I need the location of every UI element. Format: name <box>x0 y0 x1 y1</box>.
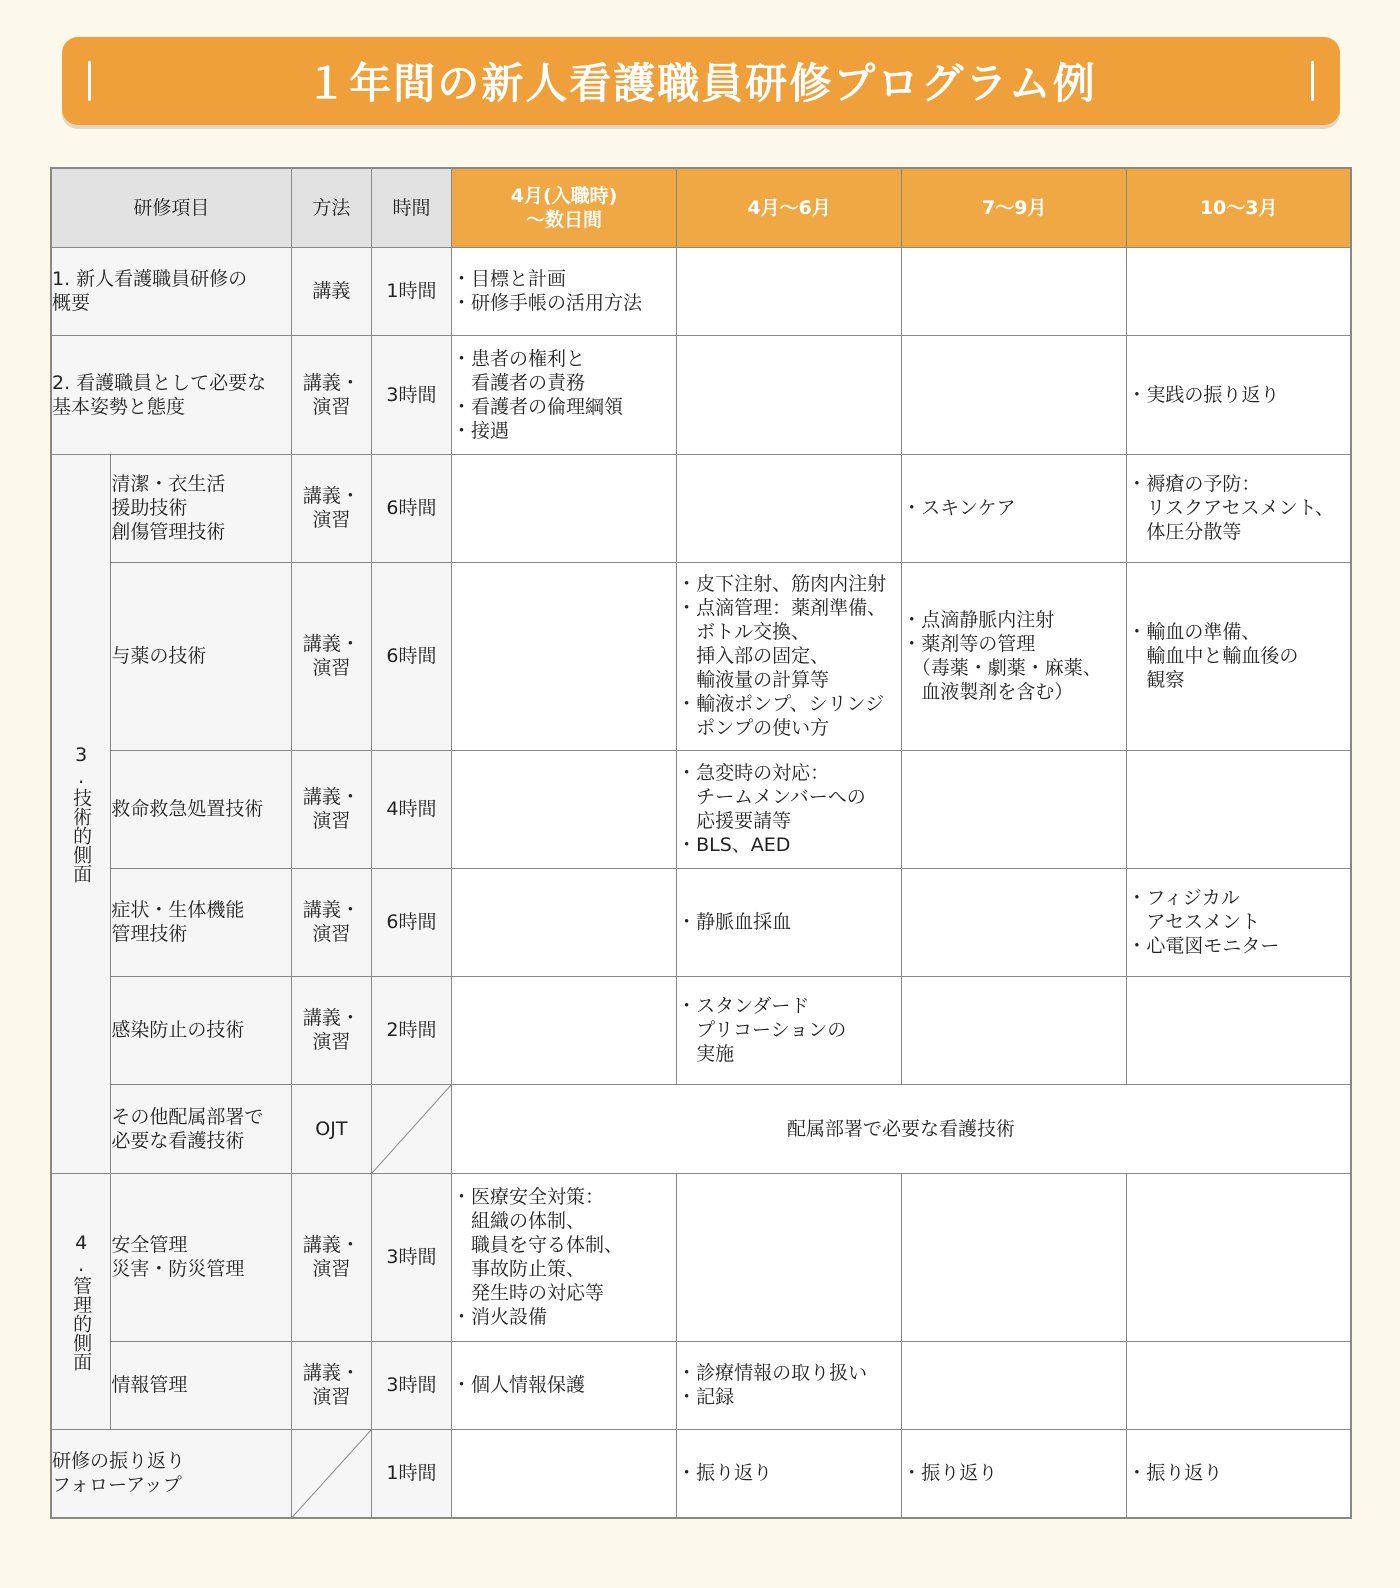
item-text <box>111 644 291 668</box>
method-text-line: 講義 <box>312 280 351 302</box>
period-2-text <box>677 572 901 740</box>
period-4-cell <box>1127 1173 1351 1341</box>
period-2-text <box>677 994 901 1066</box>
period-4-text-line: 観察 <box>1127 669 1185 691</box>
period-3-text-line: ・振り返り <box>902 1462 998 1485</box>
method-cell-empty <box>291 1429 371 1518</box>
period-2-cell <box>677 1341 902 1429</box>
item-text-line: 与薬の技術 <box>111 645 207 667</box>
diagonal-slash <box>372 1085 451 1173</box>
category-management <box>51 1173 111 1429</box>
item-cell <box>111 750 292 868</box>
table-row <box>51 1341 1351 1429</box>
period-3-cell <box>902 1173 1127 1341</box>
item-cell <box>51 1429 291 1518</box>
header-period-2: 4月～6月 <box>677 168 902 247</box>
header-period-1-line2: ～数日間 <box>526 208 603 231</box>
method-text-line: 講義・ <box>302 371 360 394</box>
period-2-text-line: チームメンバーへの <box>677 786 866 808</box>
diagonal-line <box>372 1085 451 1173</box>
method-cell <box>291 1341 371 1429</box>
title-left-bar <box>88 61 91 101</box>
period-2-text-line: ボトル交換、 <box>677 621 811 643</box>
period-1-text-line: 職員を守る体制、 <box>452 1234 624 1256</box>
method-cell <box>291 976 371 1084</box>
period-3-cell <box>902 1341 1127 1429</box>
period-1-cell <box>452 1341 677 1429</box>
item-cell <box>111 976 292 1084</box>
period-3-text <box>902 496 1126 520</box>
period-4-text <box>1127 472 1350 544</box>
period-4-text <box>1127 620 1350 692</box>
period-3-cell <box>902 1429 1127 1518</box>
period-4-text-line: アセスメント <box>1127 911 1261 933</box>
period-2-text <box>677 910 901 934</box>
period-1-cell <box>452 1173 677 1341</box>
title-right-bar <box>1311 61 1314 101</box>
period-2-text-line: プリコーションの <box>677 1019 847 1041</box>
item-text-line: 管理技術 <box>111 923 188 945</box>
method-text-line: 講義・ <box>302 786 360 808</box>
period-3-cell <box>902 750 1127 868</box>
period-1-text-line: ・消火設備 <box>452 1306 548 1328</box>
method-text <box>292 1006 371 1054</box>
period-3-text-line: ・スキンケア <box>902 497 1016 519</box>
period-2-text-line: ポンプの使い方 <box>677 717 830 739</box>
item-text <box>111 1018 291 1042</box>
method-cell <box>291 868 371 976</box>
method-text <box>292 371 371 419</box>
period-3-cell <box>902 335 1127 454</box>
header-period-4: 10～3月 <box>1127 168 1351 247</box>
period-2-cell <box>677 247 902 335</box>
period-4-cell <box>1127 868 1351 976</box>
category-technical-label: 3.技術的側面 <box>70 744 93 883</box>
period-1-text-line: 看護者の責務 <box>452 371 586 394</box>
period-1-text <box>452 1373 676 1397</box>
period-2-cell <box>677 1429 902 1518</box>
period-2-text <box>677 1361 901 1409</box>
table-row <box>51 247 1351 335</box>
period-1-cell <box>452 1429 677 1518</box>
item-cell <box>111 1173 292 1341</box>
period-1-cell <box>452 335 677 454</box>
period-1-text <box>452 347 676 443</box>
item-text-line: 必要な看護技術 <box>111 1129 245 1152</box>
period-1-text-line: 発生時の対応等 <box>452 1282 605 1304</box>
header-period-3: 7～9月 <box>902 168 1127 247</box>
method-text-line: 講義・ <box>302 1007 360 1029</box>
method-text-line: 演習 <box>312 1258 351 1280</box>
item-text-line: 清潔・衣生活 <box>111 473 226 495</box>
period-3-cell <box>902 868 1127 976</box>
period-2-text-line: 実施 <box>677 1043 735 1065</box>
time-cell-empty <box>371 1084 451 1173</box>
period-3-text-line: （毒薬・劇薬・麻薬、 <box>902 657 1102 679</box>
header-method: 方法 <box>291 168 371 247</box>
item-cell <box>111 1084 292 1173</box>
method-text <box>292 1117 371 1141</box>
time-cell: 1時間 <box>371 1429 451 1518</box>
item-cell <box>111 454 292 562</box>
item-text <box>111 898 291 946</box>
method-text-line: 演習 <box>312 395 351 418</box>
period-3-cell <box>902 454 1127 562</box>
item-text <box>111 797 291 821</box>
table-row <box>51 454 1351 562</box>
header-period-1 <box>452 168 677 247</box>
period-2-text <box>677 1461 901 1485</box>
time-cell: 2時間 <box>371 976 451 1084</box>
period-3-text-line: ・点滴静脈内注射 <box>902 609 1055 631</box>
period-4-cell <box>1127 562 1351 750</box>
method-text <box>292 785 371 833</box>
method-text <box>292 898 371 946</box>
table-row <box>51 1084 1351 1173</box>
period-2-text-line: ・スタンダード <box>677 995 810 1017</box>
period-2-cell <box>677 1173 902 1341</box>
period-2-cell <box>677 976 902 1084</box>
method-text-line: 演習 <box>312 657 351 679</box>
period-2-cell <box>677 562 902 750</box>
time-cell: 1時間 <box>371 247 451 335</box>
method-cell <box>291 1084 371 1173</box>
method-text <box>292 632 371 680</box>
period-4-cell <box>1127 247 1351 335</box>
item-text-line: 概要 <box>52 292 91 314</box>
period-1-cell <box>452 454 677 562</box>
period-4-cell <box>1127 335 1351 454</box>
diagonal-slash <box>292 1430 371 1518</box>
title-banner <box>62 37 1340 125</box>
period-4-text-line: 体圧分散等 <box>1127 521 1242 543</box>
item-text-line: 基本姿勢と態度 <box>52 395 186 418</box>
method-cell <box>291 562 371 750</box>
period-2-cell <box>677 454 902 562</box>
header-period-1-line1: 4月(入職時) <box>510 184 618 207</box>
period-3-text-line: 血液製剤を含む） <box>902 681 1074 703</box>
method-text-line: 講義・ <box>302 633 360 655</box>
period-2-text-line: ・記録 <box>677 1386 735 1408</box>
header-row <box>51 168 1351 247</box>
item-text-line: 援助技術 <box>111 497 188 519</box>
period-4-text-line: ・振り返り <box>1127 1462 1223 1485</box>
item-text-line: その他配属部署で <box>111 1105 264 1128</box>
period-2-text-line: ・BLS、AED <box>677 834 791 856</box>
method-cell <box>291 1173 371 1341</box>
method-cell <box>291 750 371 868</box>
period-2-text-line: 応援要請等 <box>677 810 792 832</box>
period-2-text-line: ・皮下注射、筋肉内注射 <box>677 573 887 595</box>
period-2-text-line: ・輸液ポンプ、シリンジ <box>677 693 885 715</box>
item-text <box>52 267 291 315</box>
period-1-text-line: ・目標と計画 <box>452 268 567 290</box>
method-text-line: 講義・ <box>302 485 360 507</box>
method-text-line: 演習 <box>312 1386 351 1408</box>
page-title: １年間の新人看護職員研修プログラム例 <box>305 59 1097 108</box>
item-text-line: 災害・防災管理 <box>111 1258 245 1280</box>
item-text-line: 1. 新人看護職員研修の <box>52 268 248 290</box>
header-item: 研修項目 <box>51 168 291 247</box>
period-1-text <box>452 1185 676 1329</box>
table-row <box>51 868 1351 976</box>
period-2-text-line: ・急変時の対応： <box>677 762 830 784</box>
method-cell <box>291 335 371 454</box>
table-row <box>51 1429 1351 1518</box>
program-table <box>50 167 1352 1519</box>
period-1-text-line: 事故防止策、 <box>452 1258 586 1280</box>
period-3-cell <box>902 562 1127 750</box>
method-text-line: 講義・ <box>302 1234 360 1256</box>
period-4-cell <box>1127 750 1351 868</box>
item-cell <box>111 1341 292 1429</box>
period-4-text-line: 輸血中と輸血後の <box>1127 645 1299 667</box>
time-cell: 6時間 <box>371 868 451 976</box>
period-2-cell <box>677 750 902 868</box>
period-4-cell <box>1127 976 1351 1084</box>
item-text <box>111 1105 291 1153</box>
table-row <box>51 562 1351 750</box>
method-text-line: 演習 <box>312 509 351 531</box>
period-4-text-line: リスクアセスメント、 <box>1127 497 1335 519</box>
item-text-line: フォローアップ <box>52 1474 182 1497</box>
period-4-text-line: ・輸血の準備、 <box>1127 621 1261 643</box>
method-cell <box>291 454 371 562</box>
period-1-text <box>452 267 676 315</box>
item-text-line: 安全管理 <box>111 1234 188 1256</box>
period-2-text-line: ・点滴管理：薬剤準備、 <box>677 597 887 619</box>
period-3-text <box>902 608 1126 704</box>
time-cell: 3時間 <box>371 1341 451 1429</box>
method-text-line: 演習 <box>312 1031 351 1053</box>
period-1-text-line: 組織の体制、 <box>452 1210 586 1232</box>
item-cell <box>111 562 292 750</box>
item-cell <box>51 247 291 335</box>
period-2-cell <box>677 868 902 976</box>
item-text-line: 症状・生体機能 <box>111 899 245 921</box>
period-1-text-line: ・接遇 <box>452 419 510 442</box>
period-1-text-line: ・医療安全対策： <box>452 1186 605 1208</box>
period-1-text-line: ・患者の権利と <box>452 347 586 370</box>
period-3-cell <box>902 976 1127 1084</box>
category-management-label: 4.管理的側面 <box>70 1231 93 1371</box>
table-row <box>51 335 1351 454</box>
diagonal-line <box>292 1430 371 1518</box>
period-2-cell <box>677 335 902 454</box>
period-3-text <box>902 1461 1126 1485</box>
table-row <box>51 750 1351 868</box>
period-1-cell <box>452 750 677 868</box>
time-cell: 3時間 <box>371 1173 451 1341</box>
item-text <box>111 472 291 544</box>
time-cell: 6時間 <box>371 562 451 750</box>
method-text-line: 講義・ <box>302 899 360 921</box>
period-4-cell <box>1127 1341 1351 1429</box>
category-technical <box>51 454 111 1173</box>
table-row <box>51 1173 1351 1341</box>
period-4-text-line: ・フィジカル <box>1127 887 1240 909</box>
period-4-text <box>1127 1461 1350 1485</box>
method-text-line: 講義・ <box>302 1362 360 1384</box>
period-1-text-line: ・研修手帳の活用方法 <box>452 292 643 314</box>
period-2-text-line: 挿入部の固定、 <box>677 645 830 667</box>
period-2-text-line: 輸液量の計算等 <box>677 669 830 691</box>
period-2-text-line: ・診療情報の取り扱い <box>677 1362 868 1384</box>
period-1-cell <box>452 868 677 976</box>
item-text <box>111 1373 291 1397</box>
period-1-cell <box>452 562 677 750</box>
item-text <box>111 1233 291 1281</box>
period-4-cell <box>1127 1429 1351 1518</box>
item-text <box>52 1449 291 1497</box>
item-text-line: 研修の振り返り <box>52 1450 186 1473</box>
method-text-line: 演習 <box>312 923 351 945</box>
table-row <box>51 976 1351 1084</box>
period-4-cell <box>1127 454 1351 562</box>
period-4-text-line: ・心電図モニター <box>1127 935 1280 957</box>
item-cell <box>111 868 292 976</box>
item-text-line: 情報管理 <box>111 1374 188 1396</box>
method-text <box>292 484 371 532</box>
time-cell: 6時間 <box>371 454 451 562</box>
method-text <box>292 1361 371 1409</box>
item-text-line: 2. 看護職員として必要な <box>52 371 267 394</box>
period-4-text-line: ・褥瘡の予防： <box>1127 473 1261 495</box>
period-4-text <box>1127 886 1350 958</box>
item-cell <box>51 335 291 454</box>
item-text-line: 感染防止の技術 <box>111 1019 245 1041</box>
item-text-line: 創傷管理技術 <box>111 521 226 543</box>
time-cell: 4時間 <box>371 750 451 868</box>
period-3-cell <box>902 247 1127 335</box>
period-1-cell <box>452 976 677 1084</box>
header-time: 時間 <box>371 168 451 247</box>
method-text-line: 演習 <box>312 810 351 832</box>
method-text <box>292 279 371 303</box>
period-1-cell <box>452 247 677 335</box>
item-text <box>52 371 291 419</box>
period-2-text-line: ・振り返り <box>677 1462 773 1485</box>
period-2-text <box>677 761 901 857</box>
period-1-text-line: ・個人情報保護 <box>452 1374 586 1396</box>
span-cell: 配属部署で必要な看護技術 <box>452 1084 1352 1173</box>
time-cell: 3時間 <box>371 335 451 454</box>
method-cell <box>291 247 371 335</box>
period-2-text-line: ・静脈血採血 <box>677 911 792 933</box>
period-4-text <box>1127 383 1350 407</box>
period-3-text-line: ・薬剤等の管理 <box>902 633 1036 655</box>
item-text-line: 救命救急処置技術 <box>111 798 264 820</box>
method-text <box>292 1233 371 1281</box>
period-4-text-line: ・実践の振り返り <box>1127 383 1280 406</box>
period-1-text-line: ・看護者の倫理綱領 <box>452 395 624 418</box>
method-text-line: OJT <box>315 1117 348 1140</box>
